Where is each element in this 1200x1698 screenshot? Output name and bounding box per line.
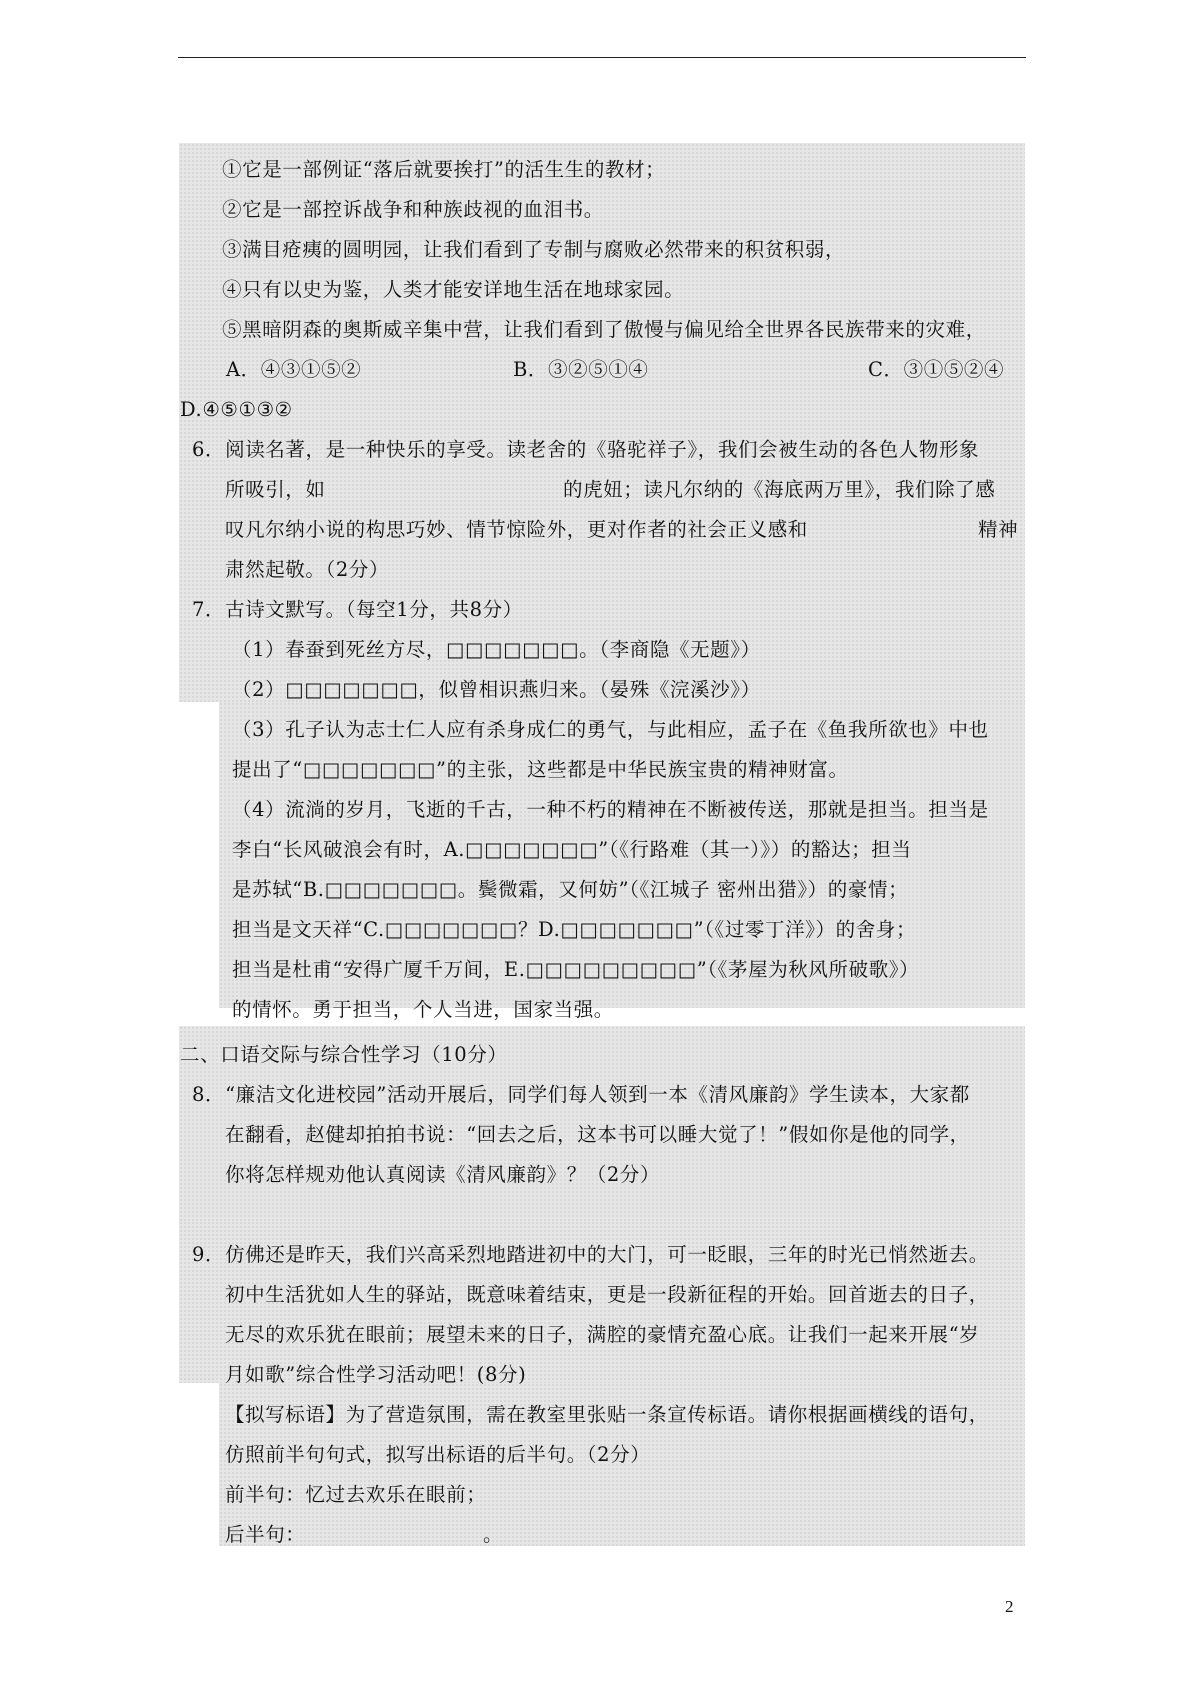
q6-line-3b: 精神 <box>978 518 1019 541</box>
q7-title: 7．古诗文默写。（每空1分，共8分） <box>192 598 523 621</box>
q6-line-1: 6．阅读名著，是一种快乐的享受。读老舍的《骆驼祥子》，我们会被生动的各色人物形象 <box>192 438 980 461</box>
q7-part-4-line-5: 担当是杜甫“安得广厦千万间，E.□□□□□□□□□”（《茅屋为秋风所破歌》） <box>232 958 920 981</box>
q7-part-3-line-2: 提出了“□□□□□□□”的主张，这些都是中华民族宝贵的精神财富。 <box>232 758 849 781</box>
option-item-1: ①它是一部例证“落后就要挨打”的活生生的教材； <box>222 158 666 181</box>
q7-part-2: （2）□□□□□□□，似曾相识燕归来。（晏殊《浣溪沙》） <box>232 678 761 701</box>
q6-line-2a: 所吸引，如 <box>225 478 326 501</box>
option-item-5: ⑤黑暗阴森的奥斯威辛集中营，让我们看到了傲慢与偏见给全世界各民族带来的灾难， <box>222 318 986 341</box>
q7-part-4-line-4: 担当是文天祥“C.□□□□□□□？D.□□□□□□□”（《过零丁洋》）的舍身； <box>232 918 917 941</box>
choice-a: A．④③①⑤② <box>226 358 362 381</box>
q7-part-4-line-2: 李白“长风破浪会有时，A.□□□□□□□”（《行路难（其一）》）的豁达；担当 <box>232 838 912 861</box>
page-number: 2 <box>1005 1597 1014 1616</box>
option-item-3: ③满目疮痍的圆明园，让我们看到了专制与腐败必然带来的积贫积弱， <box>222 238 846 261</box>
choice-c: C．③①⑤②④ <box>868 358 1005 381</box>
q9-line-1: 9．仿佛还是昨天，我们兴高采烈地踏进初中的大门，可一眨眼，三年的时光已悄然逝去。 <box>192 1243 989 1266</box>
slogan-first-half: 前半句：忆过去欢乐在眼前； <box>225 1483 487 1506</box>
q6-line-4: 肃然起敬。（2分） <box>225 558 390 581</box>
q8-line-1: 8．“廉洁文化进校园”活动开展后，同学们每人领到一本《清风廉韵》学生读本，大家都 <box>192 1083 970 1106</box>
q7-part-1: （1）春蚕到死丝方尽，□□□□□□□。（李商隐《无题》） <box>232 638 761 661</box>
q9-line-3: 无尽的欢乐犹在眼前；展望未来的日子，满腔的豪情充盈心底。让我们一起来开展“岁 <box>225 1323 980 1346</box>
q9-line-4: 月如歌”综合性学习活动吧！(8分) <box>225 1363 527 1386</box>
option-item-4: ④只有以史为鉴，人类才能安详地生活在地球家园。 <box>222 278 685 301</box>
header-rule <box>178 57 1026 58</box>
q7-part-4-line-3: 是苏轼“B.□□□□□□□。鬓微霜，又何妨”（《江城子 密州出猎》）的豪情； <box>232 878 909 901</box>
slogan-task-line-1: 【拟写标语】为了营造氛围，需在教室里张贴一条宣传标语。请你根据画横线的语句， <box>225 1403 989 1426</box>
q7-part-4-line-1: （4）流淌的岁月，飞逝的千古，一种不朽的精神在不断被传送，那就是担当。担当是 <box>232 798 989 821</box>
q6-line-3a: 叹凡尔纳小说的构思巧妙、情节惊险外，更对作者的社会正义感和 <box>225 518 808 541</box>
q8-line-2: 在翻看，赵健却拍拍书说：“回去之后，这本书可以睡大觉了！”假如你是他的同学， <box>225 1123 970 1146</box>
choice-d: D.④⑤①③② <box>180 398 293 421</box>
option-item-2: ②它是一部控诉战争和种族歧视的血泪书。 <box>222 198 604 221</box>
slogan-task-line-2: 仿照前半句句式，拟写出标语的后半句。（2分） <box>225 1443 651 1466</box>
slogan-second-half-end: 。 <box>483 1523 504 1546</box>
q7-part-3-line-1: （3）孔子认为志士仁人应有杀身成仁的勇气，与此相应，孟子在《鱼我所欲也》中也 <box>232 718 989 741</box>
q8-line-3: 你将怎样规劝他认真阅读《清风廉韵》？（2分） <box>225 1163 661 1186</box>
section-2-heading: 二、口语交际与综合性学习（10分） <box>180 1043 508 1066</box>
choice-b: B．③②⑤①④ <box>513 358 649 381</box>
q6-line-2b: 的虎妞；读凡尔纳的《海底两万里》，我们除了感 <box>563 478 996 501</box>
q7-part-4-line-6: 的情怀。勇于担当，个人当进，国家当强。 <box>232 998 614 1021</box>
q9-line-2: 初中生活犹如人生的驿站，既意味着结束，更是一段新征程的开始。回首逝去的日子， <box>225 1283 989 1306</box>
slogan-second-half-label: 后半句： <box>225 1523 306 1546</box>
